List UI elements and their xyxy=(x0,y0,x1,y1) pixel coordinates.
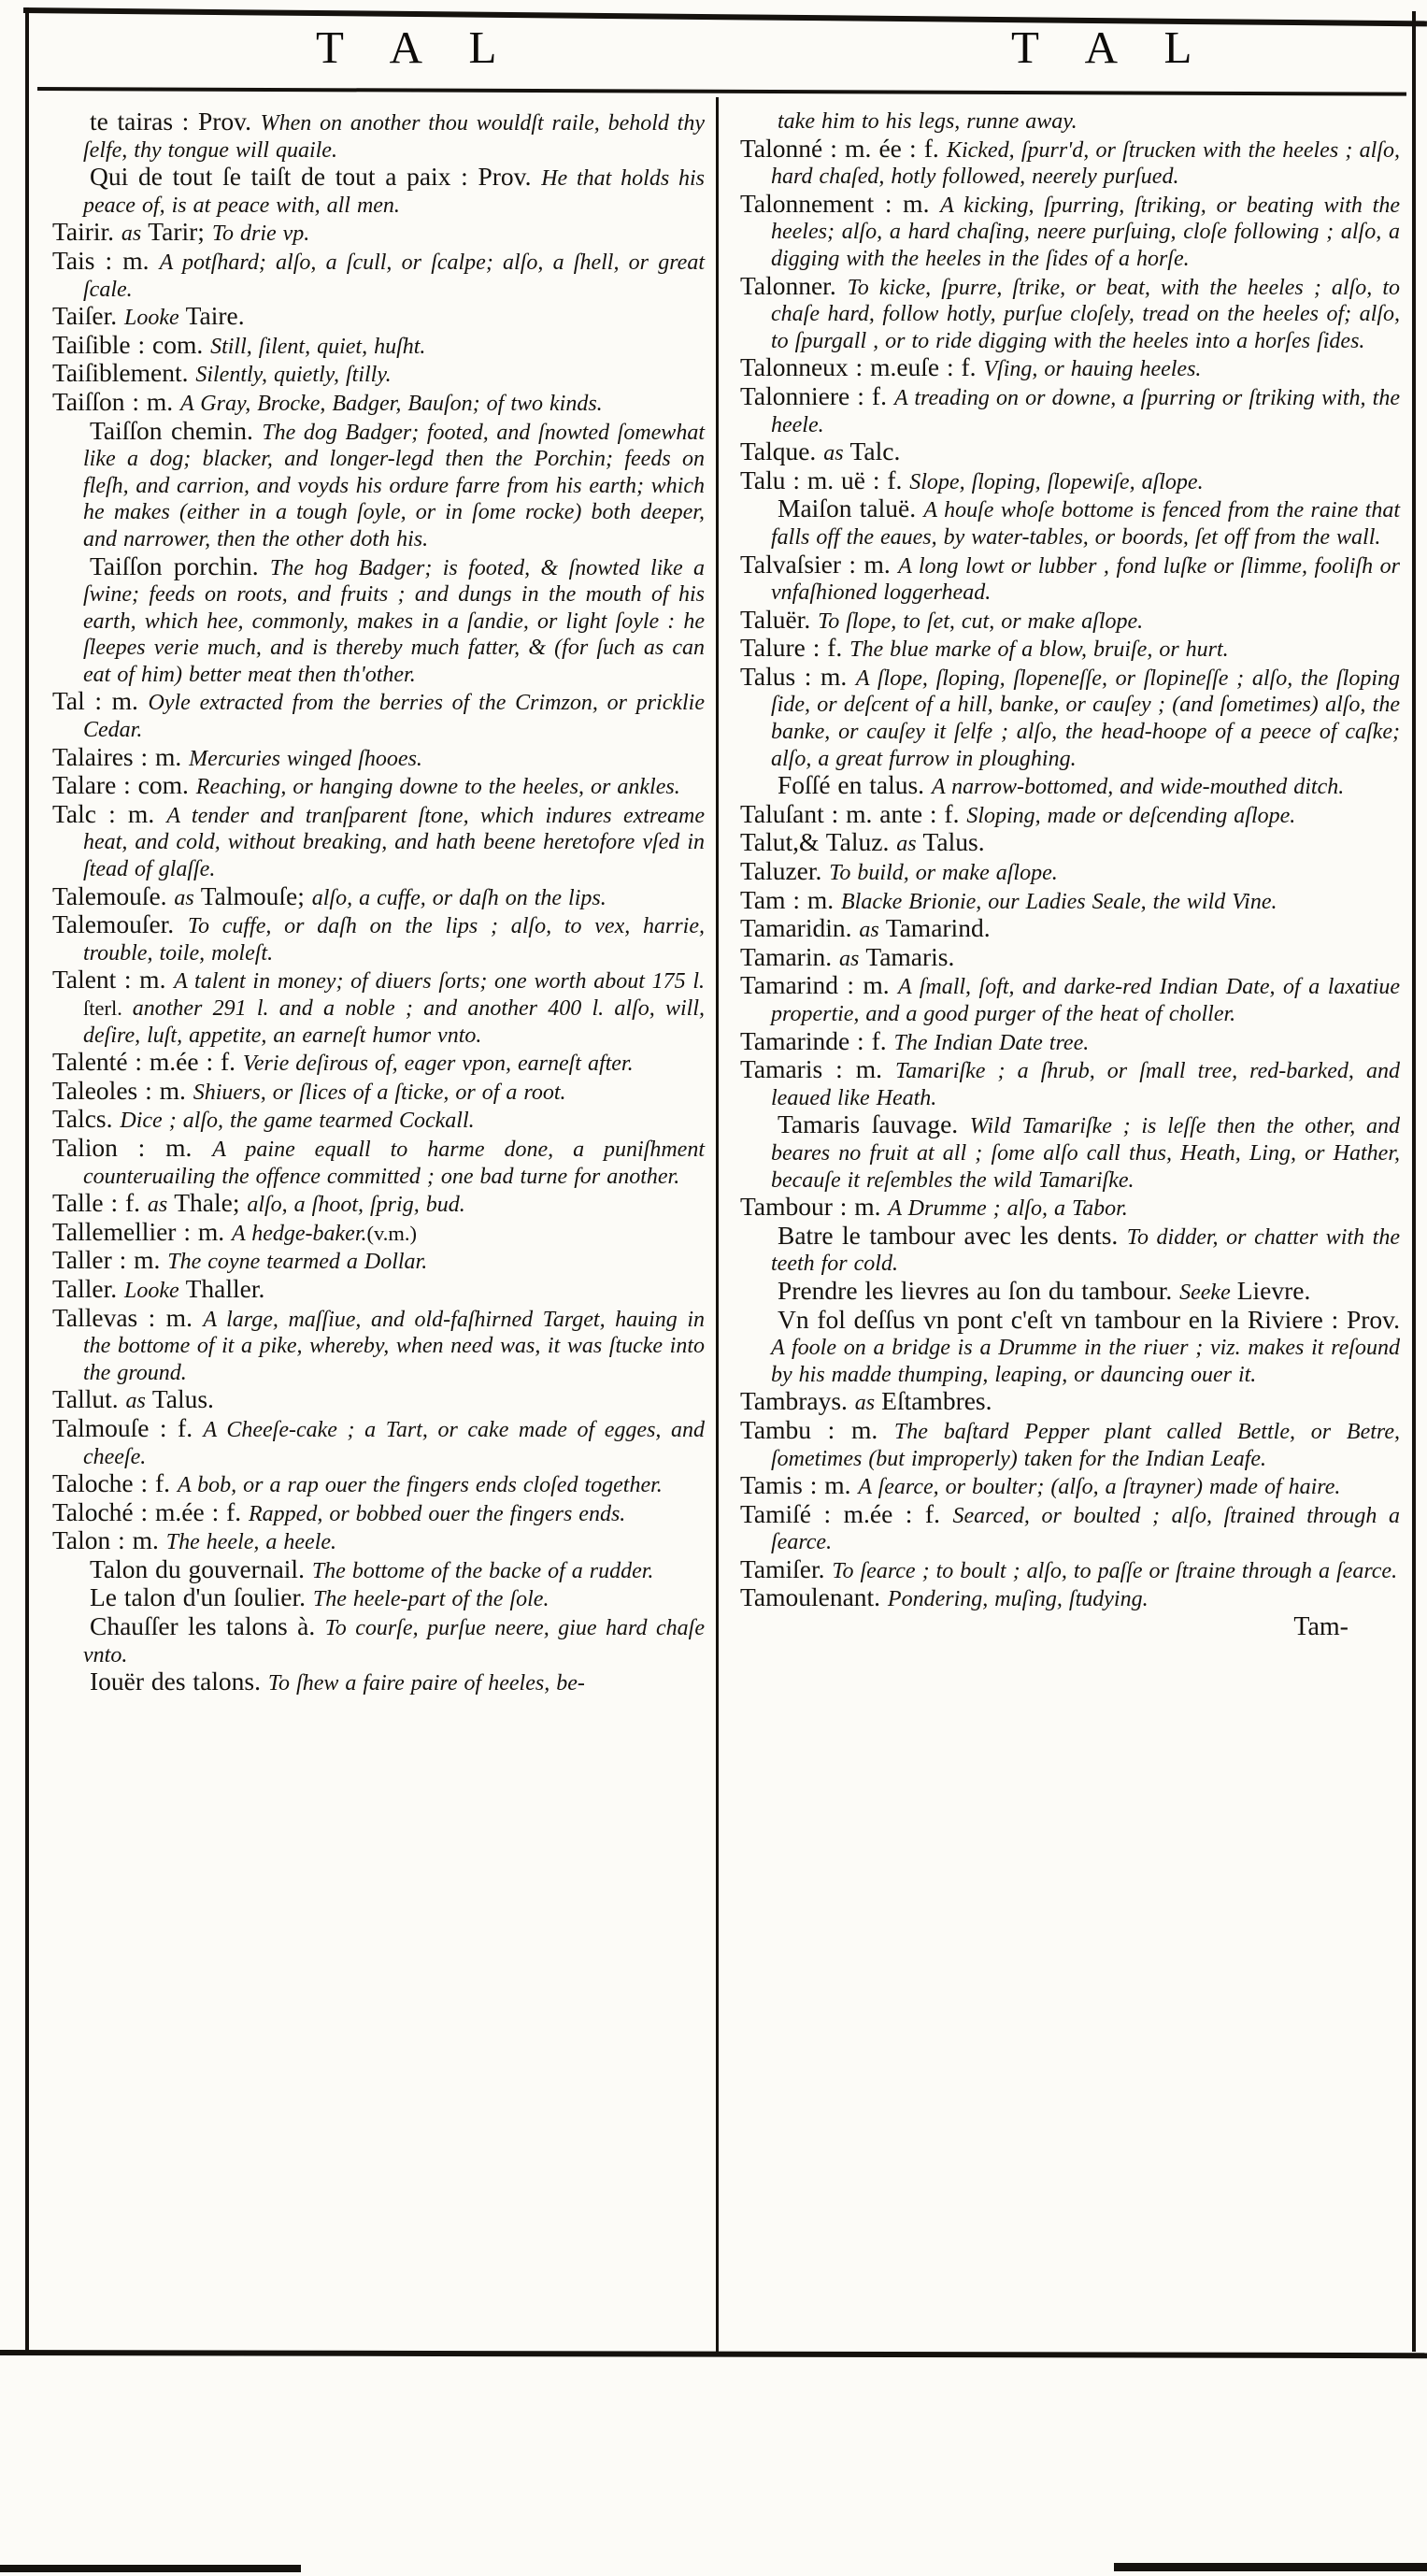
entry-headword: Le talon d'un ſoulier. xyxy=(90,1582,313,1612)
entry-gloss: A kicking, ſpurring, ſtriking, or beating with the heeles; alſo, a hard chaſing, neere purſuing, cloſe following ; alſo, a digging with the heeles in the ſides of a horſe. xyxy=(771,193,1400,271)
entry-gloss: as xyxy=(125,1389,152,1414)
entry-headword: Taloche : f. xyxy=(52,1468,178,1498)
entry-gloss: The heele-part of the ſole. xyxy=(312,1587,549,1612)
entry-headword: Talc. xyxy=(849,436,901,466)
entry-headword: Tam : m. xyxy=(740,884,842,914)
entry-gloss: Slope, ſloping, ſlopewiſe, aſlope. xyxy=(909,469,1204,494)
dictionary-entry xyxy=(52,1132,705,1190)
dictionary-entry xyxy=(740,884,1400,916)
running-title-left: T A L xyxy=(316,21,516,73)
entry-gloss: Sloping, made or deſcending aſlope. xyxy=(966,803,1296,828)
dictionary-entry xyxy=(52,360,705,389)
entry-headword: Chauſſer les talons à. xyxy=(90,1611,325,1641)
dictionary-entry xyxy=(52,108,705,164)
column-divider-rule xyxy=(716,97,719,2352)
dictionary-entry xyxy=(52,1584,705,1613)
dictionary-entry xyxy=(52,1412,706,1470)
entry-gloss: Vſing, or hauing heeles. xyxy=(983,357,1202,382)
entry-headword: Batre le tambour avec les dents. xyxy=(778,1220,1127,1250)
dictionary-entry xyxy=(740,1388,1400,1417)
entry-gloss: alſo, a cuffe, or daſh on the lips. xyxy=(311,885,606,910)
entry-headword: Vn fol deſſus vn pont c'eſt vn tambour en la Riviere : Prov. xyxy=(778,1304,1400,1334)
entry-headword: Tairir. xyxy=(52,217,121,247)
entry-gloss: A ſmall, ſoft, and darke-red Indian Date, of a laxatiue propertie, and a good purger of the heat of choller. xyxy=(771,975,1400,1026)
entry-headword: Talus : m. xyxy=(740,661,856,691)
entry-gloss: A paine equall to harme done, a puniſhment counteruailing the offence committed ; one bad turne for another. xyxy=(83,1137,705,1189)
dictionary-entry xyxy=(740,941,1400,973)
entry-headword: Talonneux : m.euſe : f. xyxy=(740,352,984,382)
entry-gloss: Wild Tamariſke ; is leſſe then the other, and beares no fruit at all ; ſome alſo call thus, Heath, Ling, or Hather, becauſe it reſembles the wild Tamariſke. xyxy=(771,1114,1400,1193)
entry-gloss: To courſe, purſue neere, giue hard chaſe vnto. xyxy=(83,1616,706,1667)
entry-headword: Talonner. xyxy=(740,270,848,300)
running-title-right: T A L xyxy=(1011,21,1211,73)
dictionary-entry xyxy=(740,661,1400,772)
dictionary-entry xyxy=(740,1304,1400,1389)
dictionary-entry xyxy=(740,798,1400,830)
entry-headword: Taiſſon porchin. xyxy=(90,551,270,580)
entry-gloss: A Cheeſe-cake ; a Tart, or cake made of egges, and cheeſe. xyxy=(83,1417,706,1469)
entry-gloss: Dice ; alſo, the game tearmed Cockall. xyxy=(120,1109,475,1134)
entry-headword: Talent : m. xyxy=(52,965,175,995)
entry-headword: Tambrays. xyxy=(740,1386,855,1416)
entry-headword: Tallut. xyxy=(52,1384,126,1414)
entry-headword: Tambu : m. xyxy=(740,1414,894,1444)
entry-gloss: Kicked, ſpurr'd, or ſtrucken with the heeles ; alſo, hard chaſed, hotly followed, neerely purſued. xyxy=(771,137,1400,190)
entry-headword: Tamaris. xyxy=(865,941,955,971)
entry-headword: Taluzer. xyxy=(740,856,830,886)
dictionary-entry xyxy=(52,303,705,332)
entry-gloss: To ſlope, to ſet, cut, or make aſlope. xyxy=(818,608,1144,634)
dictionary-entry xyxy=(52,415,705,553)
entry-headword: Tamarinde : f. xyxy=(740,1025,894,1055)
dictionary-entry xyxy=(740,495,1400,551)
entry-gloss: A long lowt or lubber , fond luſke or ſlimme, fooliſh or vnfaſhioned loggerhead. xyxy=(771,553,1400,606)
dictionary-entry xyxy=(52,329,705,361)
dictionary-entry xyxy=(52,911,705,966)
entry-headword: Foſſé en talus. xyxy=(778,770,932,800)
entry-gloss: Searced, or boulted ; alſo, ſtrained through a ſearce. xyxy=(771,1503,1400,1555)
entry-gloss: The Indian Date tree. xyxy=(893,1030,1090,1055)
entry-gloss: Pondering, muſing, ſtudying. xyxy=(887,1587,1149,1612)
dictionary-entry xyxy=(740,1498,1400,1556)
entry-headword: Thaller. xyxy=(185,1273,265,1303)
dictionary-entry xyxy=(740,1056,1400,1111)
dictionary-entry xyxy=(52,219,705,248)
catchword: Tam- xyxy=(1293,1612,1349,1642)
dictionary-entry xyxy=(52,1075,705,1107)
entry-gloss: A tender and tranſparent ſtone, which indures extreame heat, and cold, without breaking, and hath beene heretofore vſed in ſtead of glaſſe. xyxy=(83,803,706,882)
entry-gloss: A hedge-baker. xyxy=(231,1221,367,1246)
dictionary-entry xyxy=(740,1220,1400,1278)
entry-gloss: When on another thou wouldſt raile, behold thy ſelfe, thy tongue will quaile. xyxy=(83,111,705,163)
dictionary-entry xyxy=(52,1302,706,1387)
dictionary-entry xyxy=(740,438,1400,467)
dictionary-entry xyxy=(740,1194,1400,1223)
entry-headword: Taiſer. xyxy=(52,301,124,331)
entry-headword: ſterl. xyxy=(83,996,133,1020)
entry-gloss: A Gray, Brocke, Badger, Bauſon; of two kinds. xyxy=(180,391,603,416)
entry-headword: Talvaſsier : m. xyxy=(740,549,899,579)
left-column xyxy=(52,108,705,1697)
dictionary-entry xyxy=(52,772,705,801)
entry-headword: Talon : m. xyxy=(52,1525,166,1555)
dictionary-entry xyxy=(52,880,705,912)
entry-gloss: To drie vp. xyxy=(211,222,310,247)
entry-headword: Talque. xyxy=(740,436,824,466)
entry-headword: Talus. xyxy=(922,827,985,857)
entry-gloss: Blacke Brionie, our Ladies Seale, the wild Vine. xyxy=(841,889,1277,914)
dictionary-entry xyxy=(740,188,1400,273)
entry-headword: Tamaris : m. xyxy=(740,1054,895,1084)
entry-gloss: as xyxy=(838,946,866,971)
right-border-rule xyxy=(1412,11,1416,2352)
dictionary-entry xyxy=(52,798,706,883)
header-rule xyxy=(37,87,1406,96)
entry-gloss: another 291 l. and a noble ; and another 400 l. alſo, will, deſire, luſt, appetite, an earneſt humor vnto. xyxy=(83,996,705,1048)
entry-gloss: The baſtard Pepper plant called Bettle, or Betre, ſometimes (but improperly) taken for the Indian Leafe. xyxy=(771,1419,1400,1471)
entry-gloss: Verie deſirous of, eager vpon, earneſt after. xyxy=(242,1052,634,1077)
entry-headword: Tamaris ſauvage. xyxy=(778,1109,970,1139)
dictionary-entry xyxy=(740,108,1400,136)
dictionary-entry xyxy=(52,245,705,303)
entry-headword: Prendre les lievres au ſon du tambour. xyxy=(778,1275,1180,1305)
entry-gloss: as xyxy=(121,222,149,247)
dictionary-entry xyxy=(52,1190,705,1219)
entry-gloss: Shiuers, or ſlices of a ſticke, or of a root. xyxy=(193,1080,566,1105)
entry-headword: Eſtambres. xyxy=(881,1386,992,1416)
entry-headword: Tal : m. xyxy=(52,686,149,716)
dictionary-entry xyxy=(740,858,1400,887)
entry-headword: Taloché : m.ée : f. xyxy=(52,1496,250,1526)
entry-gloss: as xyxy=(823,441,850,466)
entry-gloss: as xyxy=(147,1193,175,1218)
entry-gloss: A ſlope, ſloping, ſlopeneſſe, or ſlopineſſe ; alſo, the ſloping ſide, or deſcent of a hill, banke, or cauſey ; (and ſometimes) alſo, the banke, or cauſey it ſelfe ; alſo, the head-hoope of a peece of caſke; alſo, a great furrow in ploughing. xyxy=(771,665,1400,771)
page-edge-mark-right xyxy=(1114,2563,1427,2571)
entry-headword: Talion : m. xyxy=(52,1132,213,1162)
entry-headword: Talaires : m. xyxy=(52,741,190,771)
entry-gloss: Still, ſilent, quiet, huſht. xyxy=(210,334,426,359)
entry-gloss: To kicke, ſpurre, ſtrike, or beat, with the heeles ; alſo, to chaſe hard, follow hotly, purſue cloſely, tread on the heeles of; alſo, to ſpurgall , or to ride digging with the heeles into a horſes ſides. xyxy=(771,275,1400,353)
dictionary-entry xyxy=(740,133,1400,191)
entry-gloss: A houſe whoſe bottome is fenced from the raine that falls off the eaues, by water-tables, or boords, ſet off from the wall. xyxy=(771,498,1401,550)
entry-gloss: He that holds his peace of, is at peace with, all men. xyxy=(83,166,705,218)
entry-headword: Taller. xyxy=(52,1273,124,1303)
entry-gloss: Rapped, or bobbed ouer the fingers ends. xyxy=(249,1501,626,1526)
entry-headword: Talc : m. xyxy=(52,798,167,828)
entry-gloss: The hog Badger; is footed, & ſnowted like a ſwine; feeds on roots, and fruits ; and dungs in the mouth of his earth, which hee, commonly, makes in a ſandie, or light ſoyle : he ſleepes verie much, and is thereby much fatter, & (for ſuch as can eat of him) better meat then th'other. xyxy=(83,555,705,687)
entry-headword: Tais : m. xyxy=(52,245,160,275)
entry-headword: Tamarind. xyxy=(885,913,991,943)
dictionary-entry xyxy=(740,604,1400,636)
entry-gloss: Oyle extracted from the berries of the Crimzon, or pricklie Cedar. xyxy=(83,691,705,743)
dictionary-entry xyxy=(740,380,1400,438)
entry-gloss: A foole on a bridge is a Drumme in the riuer ; viz. makes it reſound by his madde thumping, leaping, or dauncing ouer it. xyxy=(771,1336,1400,1387)
entry-gloss: alſo, a ſhoot, ſprig, bud. xyxy=(247,1193,465,1218)
dictionary-entry xyxy=(740,270,1400,355)
entry-gloss: A Drumme ; alſo, a Tabor. xyxy=(888,1196,1128,1222)
dictionary-entry xyxy=(52,1613,705,1668)
dictionary-entry xyxy=(740,1553,1400,1585)
entry-gloss: Mercuries winged ſhooes. xyxy=(189,746,422,771)
entry-headword: Tamarind : m. xyxy=(740,970,898,1000)
dictionary-entry xyxy=(52,1216,705,1248)
dictionary-entry xyxy=(52,1106,705,1135)
entry-gloss: The dog Badger; footed, and ſnowted ſomewhat like a dog; blacker, and longer-legd then the Porchin; feeds on fleſh, and carrion, and voyds his ordure farre from his earth; which he makes (either in a tough ſoyle, or in ſome rocke) both deeper, and narrower, then the other doth his. xyxy=(83,420,705,551)
dictionary-entry xyxy=(740,1025,1400,1057)
dictionary-entry xyxy=(740,1111,1400,1194)
entry-headword: Taiſſon chemin. xyxy=(90,415,263,445)
entry-headword: Talenté : m.ée : f. xyxy=(52,1047,243,1077)
dictionary-entry xyxy=(740,772,1400,801)
entry-gloss: The blue marke of a blow, bruiſe, or hurt. xyxy=(849,637,1229,663)
entry-headword: Tamiſé : m.ée : f. xyxy=(740,1498,953,1528)
entry-gloss: To didder, or chatter with the teeth for cold. xyxy=(771,1224,1400,1277)
dictionary-entry xyxy=(52,688,705,743)
entry-gloss: A ſearce, or boulter; (alſo, a ſtrayner) made of haire. xyxy=(858,1475,1341,1500)
entry-headword: Talemouſe. xyxy=(52,880,175,910)
dictionary-entry xyxy=(52,1527,705,1556)
entry-gloss: take him to his legs, runne away. xyxy=(778,109,1077,134)
entry-headword: Talure : f. xyxy=(740,633,850,663)
entry-gloss: Silently, quietly, ſtilly. xyxy=(195,363,392,388)
entry-gloss: as xyxy=(859,918,886,943)
dictionary-entry xyxy=(52,1049,705,1078)
entry-gloss: as xyxy=(174,885,201,910)
entry-gloss: The coyne tearmed a Dollar. xyxy=(167,1250,428,1275)
entry-gloss: Looke xyxy=(123,1278,186,1303)
entry-headword: te tairas : Prov. xyxy=(90,107,261,136)
entry-gloss: A potſhard; alſo, a ſcull, or ſcalpe; alſo, a ſhell, or great ſcale. xyxy=(83,250,705,302)
dictionary-entry xyxy=(52,1668,705,1697)
entry-headword: Taire. xyxy=(185,301,245,331)
entry-headword: Tambour : m. xyxy=(740,1192,889,1222)
top-rule xyxy=(23,7,1427,26)
entry-headword: Taluſant : m. ante : f. xyxy=(740,798,967,828)
dictionary-entry xyxy=(52,741,705,773)
right-column xyxy=(740,108,1400,1667)
entry-headword: (v.m.) xyxy=(366,1221,418,1245)
dictionary-entry xyxy=(740,1275,1400,1307)
dictionary-entry xyxy=(740,551,1400,607)
dictionary-entry xyxy=(52,966,705,1049)
entry-gloss: A narrow-bottomed, and wide-mouthed ditch. xyxy=(931,775,1345,800)
entry-headword: Talemouſer. xyxy=(52,909,188,939)
dictionary-entry xyxy=(52,1247,705,1276)
entry-headword: Talonnement : m. xyxy=(740,188,941,218)
entry-headword: Talut,& Taluz. xyxy=(740,827,897,857)
entry-headword: Talus. xyxy=(151,1384,214,1414)
dictionary-entry xyxy=(52,1496,705,1528)
page-edge-mark-left xyxy=(0,2565,301,2572)
entry-headword: Tamoulenant. xyxy=(740,1582,888,1612)
entry-headword: Tarir; xyxy=(148,217,212,247)
entry-headword: Taiſiblement. xyxy=(52,358,196,388)
dictionary-entry xyxy=(740,635,1400,664)
entry-headword: Taiſſon : m. xyxy=(52,386,181,416)
dictionary-entry xyxy=(740,915,1400,944)
entry-headword: Taleoles : m. xyxy=(52,1075,193,1105)
entry-headword: Talonniere : f. xyxy=(740,380,894,410)
entry-headword: Talmouſe; xyxy=(200,880,312,910)
entry-headword: Tallevas : m. xyxy=(52,1302,204,1332)
entry-gloss: To cuffe, or daſh on the lips ; alſo, to vex, harrie, trouble, toile, moleſt. xyxy=(83,914,705,966)
entry-headword: Tamarin. xyxy=(740,941,839,971)
entry-gloss: as xyxy=(854,1391,882,1416)
entry-headword: Talonné : m. ée : f. xyxy=(740,133,947,163)
entry-headword: Qui de tout ſe taiſt de tout a paix : Prov. xyxy=(90,162,542,192)
dictionary-entry xyxy=(740,1472,1400,1501)
entry-headword: Talcs. xyxy=(52,1104,121,1134)
entry-headword: Taluër. xyxy=(740,604,819,634)
entry-gloss: Tamariſke ; a ſhrub, or ſmall tree, red-barked, and leaued like Heath. xyxy=(771,1059,1400,1110)
dictionary-entry xyxy=(52,1386,705,1415)
dictionary-entry xyxy=(740,1414,1400,1472)
dictionary-entry xyxy=(52,553,705,689)
dictionary-entry xyxy=(740,354,1400,383)
entry-headword: Maiſon taluë. xyxy=(778,494,924,523)
entry-gloss: as xyxy=(896,832,923,857)
dictionary-entry xyxy=(52,386,705,418)
entry-gloss: A talent in money; of diuers ſorts; one worth about 175 l. xyxy=(174,969,705,995)
entry-headword: Iouër des talons. xyxy=(90,1667,268,1696)
dictionary-entry xyxy=(740,467,1400,496)
entry-headword: Thale; xyxy=(174,1188,248,1218)
entry-headword: Talon du gouvernail. xyxy=(90,1553,312,1583)
entry-gloss: To ſhew a faire paire of heeles, be- xyxy=(267,1671,585,1696)
entry-headword: Lievre. xyxy=(1236,1275,1311,1305)
dictionary-entry xyxy=(52,1273,705,1305)
dictionary-entry xyxy=(740,1584,1400,1613)
bottom-rule xyxy=(0,2350,1427,2358)
entry-headword: Tamaridin. xyxy=(740,913,860,943)
entry-gloss: Seeke xyxy=(1179,1280,1237,1305)
dictionary-entry xyxy=(52,1553,705,1585)
entry-gloss: The bottome of the backe of a rudder. xyxy=(311,1558,654,1583)
entry-gloss: To build, or make aſlope. xyxy=(829,861,1058,886)
entry-gloss: To ſearce ; to boult ; alſo, to paſſe or ſtraine through a ſearce. xyxy=(832,1558,1398,1583)
entry-headword: Talare : com. xyxy=(52,770,196,800)
entry-gloss: The heele, a heele. xyxy=(165,1530,337,1555)
entry-gloss: A treading on or downe, a ſpurring or ſtriking with, the heele. xyxy=(771,385,1400,437)
dictionary-entry xyxy=(52,164,705,219)
entry-headword: Talmouſe : f. xyxy=(52,1412,204,1442)
entry-headword: Taiſible : com. xyxy=(52,329,211,359)
entry-gloss: A bob, or a rap ouer the fingers ends cloſed together. xyxy=(177,1473,663,1498)
entry-headword: Tamiſer. xyxy=(740,1553,833,1583)
entry-gloss: Reaching, or hanging downe to the heeles, or ankles. xyxy=(195,775,680,800)
entry-headword: Talle : f. xyxy=(52,1188,148,1218)
dictionary-entry xyxy=(740,972,1400,1027)
entry-headword: Taller : m. xyxy=(52,1245,168,1275)
entry-gloss: A large, maſſiue, and old-faſhirned Target, hauing in the bottome of it a pike, whereby, when need was, it was ſtucke into the ground. xyxy=(83,1307,706,1385)
entry-headword: Tamis : m. xyxy=(740,1470,859,1500)
dictionary-entry xyxy=(52,1470,705,1499)
left-border-rule xyxy=(25,7,29,2354)
entry-gloss: Looke xyxy=(123,306,186,331)
entry-headword: Talu : m. uë : f. xyxy=(740,465,910,494)
dictionary-entry xyxy=(740,829,1400,858)
entry-headword: Tallemellier : m. xyxy=(52,1216,232,1246)
